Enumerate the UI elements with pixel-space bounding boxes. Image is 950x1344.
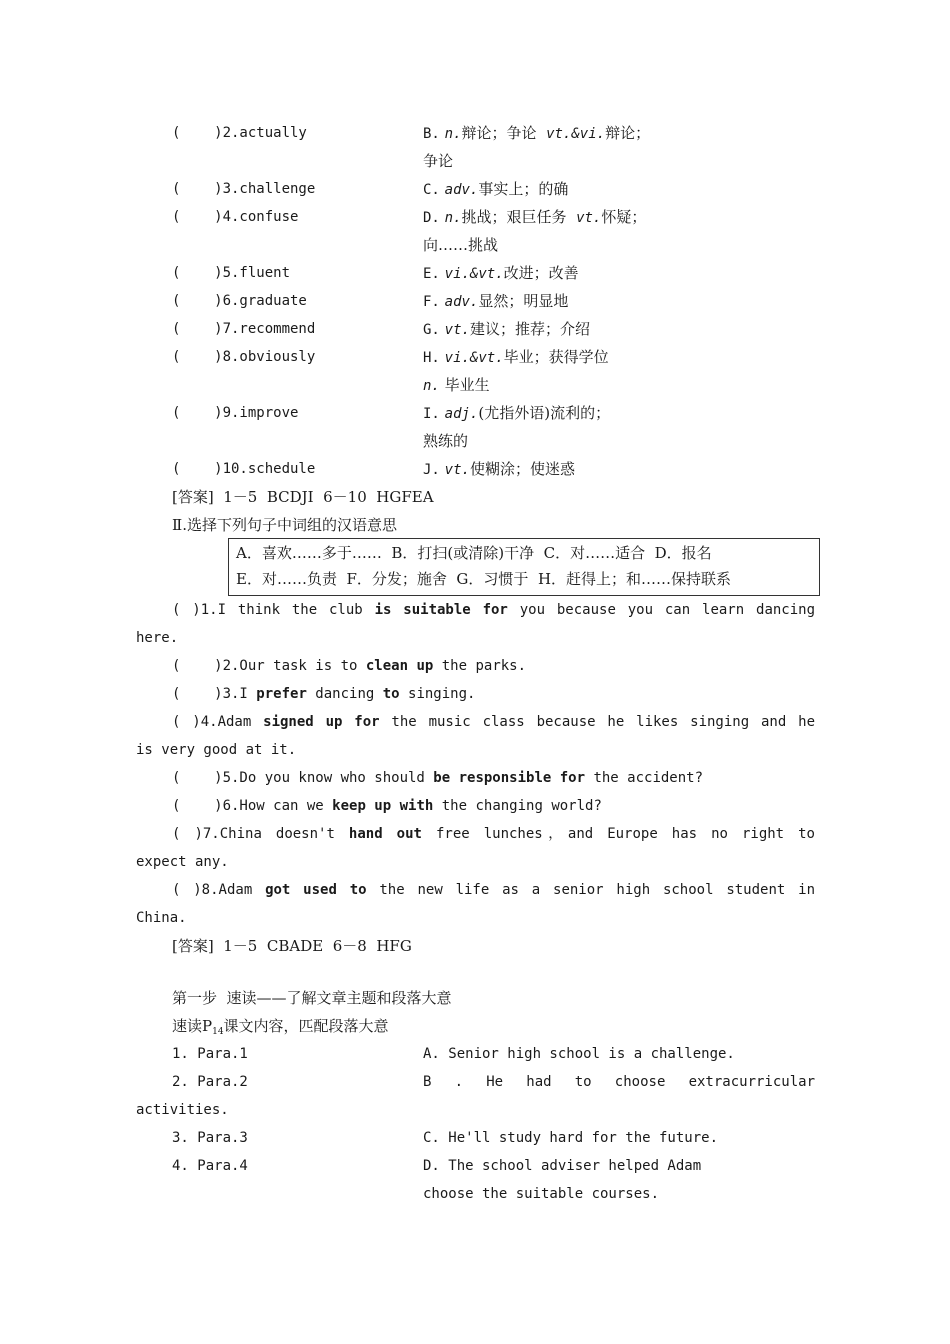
- sentence-1-cont: here.: [136, 630, 179, 646]
- para-option-a: A. Senior high school is a challenge.: [423, 1046, 735, 1062]
- sentence-7: ( )7.China doesn't hand out free lunches，and Europe has no right to: [172, 826, 815, 842]
- para-3: 3. Para.3: [172, 1130, 248, 1146]
- sentence-3: ( )3.I prefer dancing to singing.: [172, 686, 476, 702]
- step-1-title: 第一步 速读——了解文章主题和段落大意: [172, 989, 452, 1007]
- sentence-8-cont: China.: [136, 910, 187, 926]
- sentence-4: ( )4.Adam signed up for the music class because he likes singing and he: [172, 714, 815, 730]
- sentence-6: ( )6.How can we keep up with the changing world?: [172, 798, 602, 814]
- match-item-10: ( )10.schedule: [172, 461, 316, 477]
- para-option-d-cont: choose the suitable courses.: [423, 1186, 660, 1202]
- match-def-e: E. vi.&vt.改进；改善: [423, 264, 579, 282]
- answer-1: [答案] 1－5 BCDJI 6－10 HGFEA: [172, 488, 434, 506]
- match-def-d-cont: 向……挑战: [423, 236, 499, 254]
- para-2: 2. Para.2: [172, 1074, 248, 1090]
- match-def-h-cont: n. 毕业生: [423, 376, 490, 394]
- match-item-3: ( )3.challenge: [172, 181, 316, 197]
- match-def-h: H. vi.&vt.毕业；获得学位: [423, 348, 609, 366]
- sentence-7-cont: expect any.: [136, 854, 229, 870]
- match-def-i: I. adj.(尤指外语)流利的；: [423, 404, 611, 422]
- match-item-9: ( )9.improve: [172, 405, 299, 421]
- match-item-6: ( )6.graduate: [172, 293, 307, 309]
- match-def-i-cont: 熟练的: [423, 432, 469, 450]
- para-option-d: D. The school adviser helped Adam: [423, 1158, 702, 1174]
- phrase-options-line-1: A．喜欢……多于…… B．打扫(或清除)干净 C．对……适合 D．报名: [236, 544, 712, 562]
- sentence-5: ( )5.Do you know who should be responsible for the accident?: [172, 770, 704, 786]
- match-def-c: C. adv.事实上；的确: [423, 180, 569, 198]
- match-def-b: B. n.辩论；争论 vt.&vi.辩论；: [423, 124, 651, 142]
- sentence-1: ( )1.I think the club is suitable for you because you can learn dancing: [172, 602, 816, 618]
- para-option-b: B . He had to choose extracurricular: [423, 1074, 815, 1090]
- sentence-4-cont: is very good at it.: [136, 742, 297, 758]
- para-1: 1. Para.1: [172, 1046, 248, 1062]
- match-def-f: F. adv.显然；明显地: [423, 292, 569, 310]
- phrase-options-line-2: E．对……负责 F．分发；施舍 G．习惯于 H．赶得上；和……保持联系: [236, 570, 732, 588]
- match-item-2: ( )2.actually: [172, 125, 307, 141]
- step-1-intro: 速读$P_{14}$课文内容，匹配段落大意: [172, 1017, 389, 1037]
- match-def-g: G. vt.建议；推荐；介绍: [423, 320, 590, 338]
- match-item-5: ( )5.fluent: [172, 265, 291, 281]
- match-item-4: ( )4.confuse: [172, 209, 299, 225]
- sentence-8: ( )8.Adam got used to the new life as a senior high school student in: [172, 882, 816, 898]
- para-4: 4. Para.4: [172, 1158, 248, 1174]
- answer-2: [答案] 1－5 CBADE 6－8 HFG: [172, 937, 412, 955]
- match-def-d: D. n.挑战；艰巨任务 vt.怀疑；: [423, 208, 647, 226]
- section-2-title: Ⅱ.选择下列句子中词组的汉语意思: [172, 516, 397, 534]
- match-item-7: ( )7.recommend: [172, 321, 316, 337]
- para-option-c: C. He'll study hard for the future.: [423, 1130, 719, 1146]
- match-def-b-cont: 争论: [423, 152, 454, 170]
- para-option-b-cont: activities.: [136, 1102, 229, 1118]
- match-def-j: J. vt.使糊涂；使迷惑: [423, 460, 575, 478]
- sentence-2: ( )2.Our task is to clean up the parks.: [172, 658, 527, 674]
- match-item-8: ( )8.obviously: [172, 349, 316, 365]
